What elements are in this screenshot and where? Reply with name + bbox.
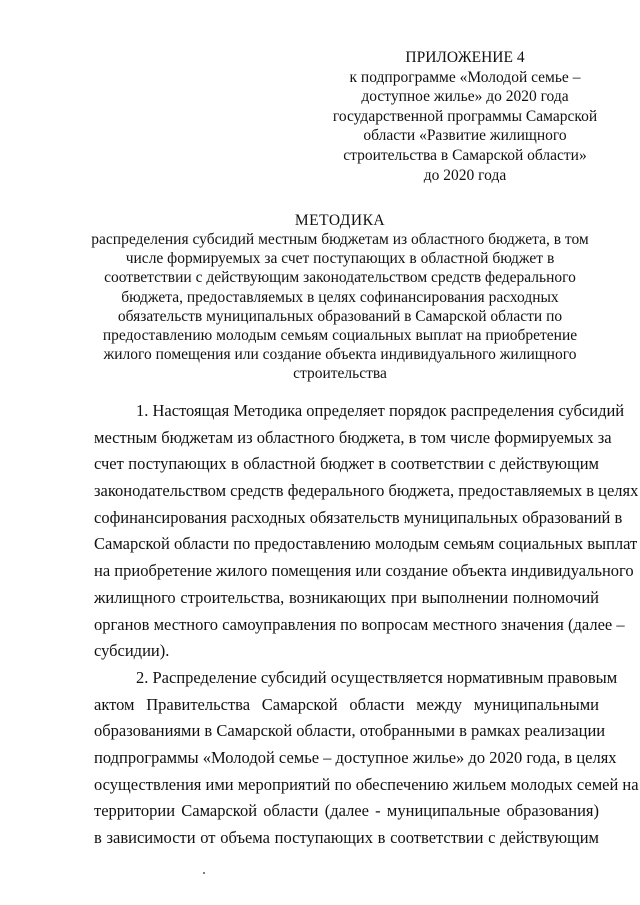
paragraph-line: образованиями в Самарской области, отобранными в рамках реализации	[94, 721, 606, 741]
paragraph-2	[94, 665, 639, 852]
appendix-header	[315, 48, 615, 185]
appendix-line: доступное жилье» до 2020 года	[361, 88, 569, 106]
paragraph-line: органов местного самоуправления по вопросам местного значения (далее –	[94, 614, 625, 634]
paragraph-line: подпрограммы «Молодой семье – доступное жилье» до 2020 года, в целях	[94, 747, 617, 767]
appendix-line: к подпрограмме «Молодой семье –	[349, 68, 581, 86]
paragraph-line: счет поступающих в областной бюджет в соответствии с действующим	[94, 454, 599, 474]
scan-speck	[203, 872, 205, 874]
subtitle-line: бюджета, предоставляемых в целях софинансирования расходных	[121, 288, 559, 306]
paragraph-line: актом Правительства Самарской области между муниципальными	[94, 694, 599, 714]
paragraph-line: осуществления ими мероприятий по обеспечению жильем молодых семей на	[94, 774, 639, 794]
paragraph-line: софинансирования расходных обязательств муниципальных образований в	[94, 507, 623, 527]
paragraph-line: местным бюджетам из областного бюджета, в том числе формируемых за	[94, 427, 612, 447]
paragraph-line: 2. Распределение субсидий осуществляется нормативным правовым	[136, 667, 618, 687]
subtitle-line: жилого помещения или создание объекта индивидуального жилищного	[103, 346, 577, 364]
subtitle-line: числе формируемых за счет поступающих в областной бюджет в	[125, 250, 555, 268]
appendix-line: строительства в Самарской области»	[343, 146, 587, 164]
appendix-line: области «Развитие жилищного	[363, 127, 567, 145]
paragraph-line: законодательством средств федерального бюджета, предоставляемых в целях	[94, 481, 639, 501]
paragraph-1	[94, 398, 639, 665]
paragraph-line: Самарской области по предоставлению молодым семьям социальных выплат	[94, 534, 638, 554]
paragraph-line: территории Самарской области (далее - муниципальные образования)	[94, 801, 599, 821]
appendix-line: государственной программы Самарской	[332, 107, 598, 125]
document-subtitle	[60, 230, 620, 384]
paragraph-line: на приобретение жилого помещения или создание объекта индивидуального	[94, 561, 634, 581]
document-body	[94, 398, 639, 852]
subtitle-line: соответствии с действующим законодательством средств федерального	[104, 269, 576, 287]
document-title: МЕТОДИКА	[294, 212, 386, 229]
subtitle-line: строительства	[293, 365, 387, 383]
subtitle-line: распределения субсидий местным бюджетам из областного бюджета, в том	[91, 231, 589, 248]
paragraph-line: субсидии).	[94, 641, 170, 661]
appendix-line: ПРИЛОЖЕНИЕ 4	[405, 49, 525, 66]
subtitle-line: предоставлению молодым семьям социальных выплат на приобретение	[102, 327, 578, 345]
paragraph-line: жилищного строительства, возникающих при выполнении полномочий	[94, 587, 599, 607]
appendix-line: до 2020 года	[423, 166, 507, 184]
paragraph-line: в зависимости от объема поступающих в соответствии с действующим	[94, 828, 599, 847]
subtitle-line: обязательств муниципальных образований в Самарской области по	[117, 307, 563, 325]
paragraph-line: 1. Настоящая Методика определяет порядок распределения субсидий	[136, 401, 625, 420]
